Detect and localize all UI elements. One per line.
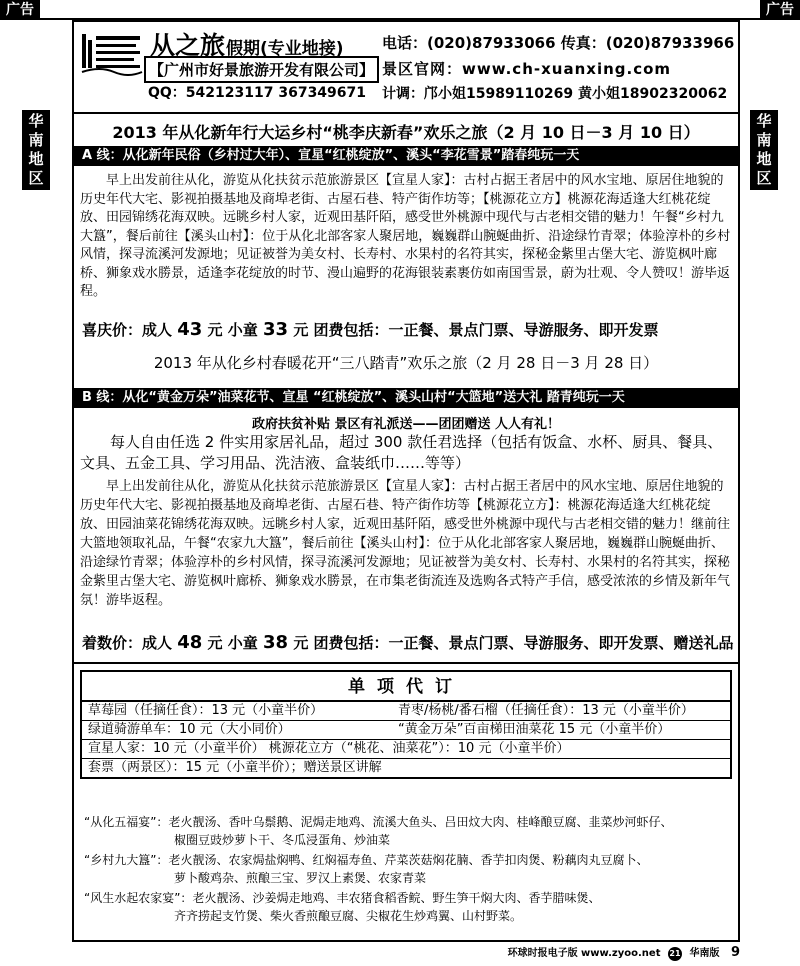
table-cell: 草莓园（任摘任食）：13 元（小童半价） xyxy=(88,703,324,718)
menu-dishes: 齐齐捞起支竹煲、柴火香煎酿豆腐、尖椒花生炒鸡翼、山村野菜。 xyxy=(174,908,523,923)
qq-numbers: QQ：542123117 367349671 xyxy=(148,85,367,101)
menu-list xyxy=(84,814,732,928)
table-row xyxy=(82,740,730,759)
section-b-title: 2013 年从化乡村春暖花开“三八踏青”欢乐之旅（2 月 28 日－3 月 28 日） xyxy=(153,354,659,372)
brand-subtitle: 假期(专业地接) xyxy=(226,39,344,59)
region-label-left xyxy=(22,110,50,190)
table-row xyxy=(82,721,730,740)
price-label: 着数价：成人 xyxy=(82,634,173,652)
child-label: 元 小童 xyxy=(207,321,258,339)
page-footer xyxy=(0,944,740,961)
list-item xyxy=(84,852,732,887)
footer-circle-badge: 21 xyxy=(668,947,682,961)
page-number: 9 xyxy=(730,945,740,960)
child-price: 33 xyxy=(263,319,289,340)
route-b-price xyxy=(82,632,734,653)
route-b-itinerary: 早上出发前往从化，游览从化扶贫示范旅游景区【宣星人家】：古村占据王者居中的风水宝地、原居住地貌的历史年代大宅、影视拍摄基地及商埠老街、古屋石巷、特产街作坊等【桃源花立方】：桃源花海适逢大红桃花绽放、田园油菜花锦绣花海双映。远眺乡村人家，近观田基阡陌，感受世外桃源中现代与古老相交错的魅力！继前往大篮地领取礼品，午餐“农家九大簋”，餐后前往【溪头山村】：位于从化北部客家人聚居地，巍巍群山腕蜒曲折、沿途绿竹青翠；体验淳朴的乡村风情，探寻流溪河发源地；见证被誉为美女村、长寿村、水果村的名符其实，探秘金紫里古堡大宅、游览枫叶廊桥、狮象戏水勝景，在市集老街流连及选购各式特产手信，感受浓浓的乡情及新年气氛！游毕返程。 xyxy=(80,479,731,608)
region-char: 地 xyxy=(756,150,772,168)
region-char: 区 xyxy=(28,169,44,187)
menu-name: “从化五福宴”： xyxy=(84,815,169,829)
website: 景区官网：www.ch-xuanxing.com xyxy=(382,60,672,78)
region-char: 南 xyxy=(756,131,772,149)
section-divider xyxy=(74,662,738,664)
table-cell: “黄金万朵”百亩梯田油菜花 15 元（小童半价） xyxy=(398,722,671,737)
menu-dishes: 椒圈豆豉炒萝卜干、冬瓜浸蛋角、炒油菜 xyxy=(174,832,391,847)
menu-dishes: 老火靓汤、沙姜焗走地鸡、丰农猪食稻香鲩、野生笋干焖大肉、香芋腊味煲、 xyxy=(192,891,601,905)
phone-fax: 电话：(020)87933066 传真：(020)87933966 xyxy=(382,34,735,52)
child-label: 元 小童 xyxy=(207,634,258,652)
single-items-table xyxy=(80,670,732,779)
region-char: 地 xyxy=(28,150,44,168)
ad-tag-right: 广告 xyxy=(760,0,800,20)
region-char: 华 xyxy=(28,112,44,130)
route-a-bar: A 线：从化新年民俗（乡村过大年）、宣星“红桃绽放”、溪头“李花雪景”踏春纯玩一天 xyxy=(74,146,738,166)
region-char: 区 xyxy=(756,169,772,187)
region-char: 华 xyxy=(756,112,772,130)
table-row xyxy=(82,759,730,777)
single-items-title: 单项代订 xyxy=(82,672,730,702)
menu-dishes: 老火靓汤、农家焗盐焖鸭、红焖福寿鱼、芹菜茨菇焖花腩、香芋扣肉煲、粉藕肉丸豆腐卜、 xyxy=(168,853,649,867)
route-a-itinerary: 早上出发前往从化，游览从化扶贫示范旅游景区【宣星人家】：古村占据王者居中的风水宝地、原居住地貌的历史年代大宅、影视拍摄基地及商埠老街、古屋石巷、特产街作坊等；【桃源花立方】桃源花海适逢大红桃花绽放、田园锦绣花海双映。远眺乡村人家，近观田基阡陌，感受世外桃源中现代与古老相交错的魅力！午餐“乡村九大簋”，餐后前往【溪头山村】：位于从化北部客家人聚居地，巍巍群山腕蜒曲折、沿途绿竹青翠；体验淳朴的乡村风情，探寻流溪河发源地；见证被誉为美女村、长寿村、水果村的名符其实，探秘金紫里古堡大宅、游览枫叶廊桥、狮象戏水勝景，适逢李花绽放的时节、漫山遍野的花海银装素裹仿如南国雪景，蔚为壮观、令人赞叹！游毕返程。 xyxy=(80,173,731,299)
region-char: 南 xyxy=(28,131,44,149)
table-cell: 青枣/杨桃/番石榴（任摘任食）：13 元（小童半价） xyxy=(398,703,694,718)
table-cell: 绿道骑游单车：10 元（大小同价） xyxy=(88,722,291,737)
route-a-price xyxy=(82,319,659,340)
route-b-gift: 每人自由任选 2 件实用家居礼品，超过 300 款任君选择（包括有饭盒、水杯、厨具、餐具、文具、五金工具、学习用品、洗洁液、盒装纸巾……等等） xyxy=(80,433,723,472)
ad-frame xyxy=(72,20,740,942)
price-includes: 元 团费包括：一正餐、景点门票、导游服务、即开发票、赠送礼品 xyxy=(293,634,734,652)
footer-section: 华南版 xyxy=(689,948,720,959)
list-item xyxy=(84,890,732,925)
adult-price: 48 xyxy=(177,632,203,653)
brand-logo-icon xyxy=(80,30,144,76)
table-cell: 套票（两景区）：15 元（小童半价）；赠送景区讲解 xyxy=(88,760,382,775)
menu-name: “乡村九大簋”： xyxy=(84,853,169,867)
brand-name: 从之旅 xyxy=(150,31,226,60)
child-price: 38 xyxy=(263,632,289,653)
footer-source: 环球时报电子版 www.zyoo.net xyxy=(507,948,661,959)
section-a-title: 2013 年从化新年行大运乡村“桃李庆新春”欢乐之旅（2 月 10 日－3 月 10 日） xyxy=(112,123,700,142)
price-label: 喜庆价：成人 xyxy=(82,321,173,339)
ad-header xyxy=(74,22,738,114)
menu-name: “风生水起农家宴”： xyxy=(84,891,193,905)
route-b-subtitle: 政府扶贫补贴 景区有礼派送——团团赠送 人人有礼！ xyxy=(251,417,561,432)
menu-dishes: 萝卜酸鸡杂、煎酿三宝、罗汉上素煲、农家青菜 xyxy=(174,870,427,885)
company-name: 【广州市好景旅游开发有限公司】 xyxy=(144,56,379,83)
menu-dishes: 老火靓汤、香叶乌鬃鹅、泥焗走地鸡、流溪大鱼头、吕田炆大肉、桂峰酿豆腐、韭菜炒河虾仔、 xyxy=(168,815,673,829)
booking-contacts: 计调：邝小姐15989110269 黄小姐18902320062 xyxy=(382,86,728,102)
price-includes: 元 团费包括：一正餐、景点门票、导游服务、即开发票 xyxy=(293,321,659,339)
region-label-right xyxy=(750,110,778,190)
adult-price: 43 xyxy=(177,319,203,340)
list-item xyxy=(84,814,732,849)
route-b-bar: B 线：从化“黄金万朵”油菜花节、宣星 “红桃绽放”、溪头山村“大篮地”送大礼 踏青纯玩一天 xyxy=(74,388,738,408)
table-cell: 宣星人家：10 元（小童半价） 桃源花立方（“桃花、油菜花”）：10 元（小童半价） xyxy=(88,741,570,756)
table-row xyxy=(82,702,730,721)
ad-tag-left: 广告 xyxy=(0,0,40,20)
